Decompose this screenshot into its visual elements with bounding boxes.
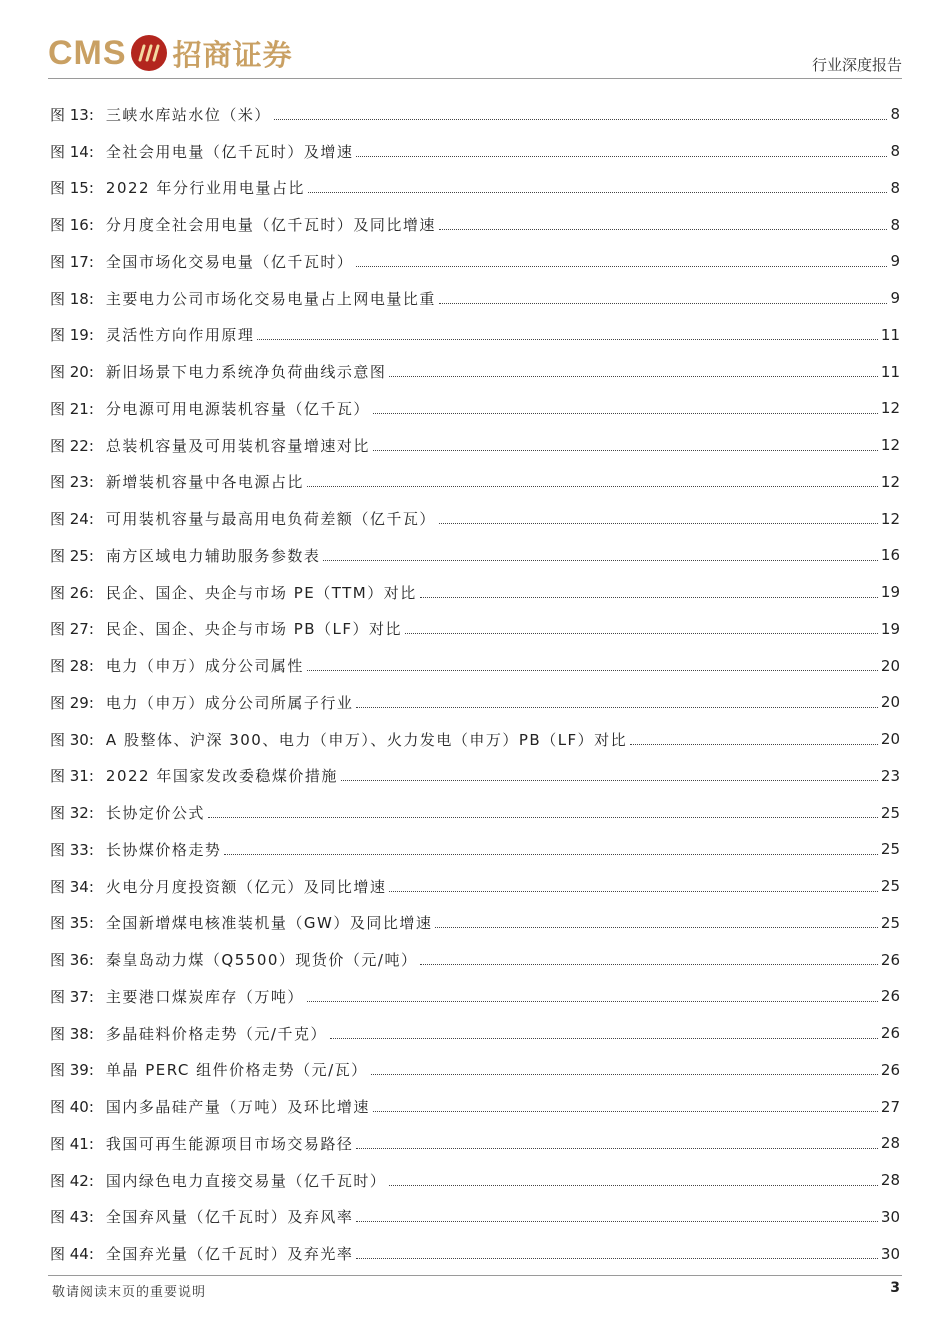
figure-list (50, 96, 900, 1272)
figure-page-number: 12 (880, 472, 900, 491)
figure-page-number: 25 (880, 840, 900, 859)
toc-entry[interactable] (50, 427, 900, 464)
figure-title: 全国弃光量（亿千瓦时）及弃光率 (105, 1245, 354, 1264)
report-type: 行业深度报告 (811, 56, 902, 74)
figure-title: 南方区域电力辅助服务参数表 (105, 546, 321, 565)
figure-page-number: 8 (890, 215, 900, 234)
figure-number: 图 28: (50, 657, 94, 676)
toc-entry[interactable] (50, 868, 900, 905)
figure-title: 主要电力公司市场化交易电量占上网电量比重 (105, 289, 436, 308)
figure-number: 图 19: (50, 326, 94, 345)
dot-leader (356, 1258, 877, 1259)
dot-leader (356, 1221, 877, 1222)
figure-page-number: 16 (880, 546, 900, 565)
figure-title: 主要港口煤炭库存（万吨） (105, 987, 304, 1006)
figure-title: 秦皇岛动力煤（Q5500）现货价（元/吨） (105, 951, 418, 970)
toc-entry[interactable] (50, 758, 900, 795)
header-divider (48, 78, 902, 79)
figure-title: 2022 年国家发改委稳煤价措施 (105, 767, 338, 786)
figure-title: 分月度全社会用电量（亿千瓦时）及同比增速 (105, 216, 436, 235)
figure-number: 图 29: (50, 693, 94, 712)
toc-entry[interactable] (50, 831, 900, 868)
toc-entry[interactable] (50, 1162, 900, 1199)
figure-number: 图 22: (50, 436, 94, 455)
toc-entry[interactable] (50, 1088, 900, 1125)
toc-entry[interactable] (50, 1125, 900, 1162)
toc-entry[interactable] (50, 170, 900, 207)
figure-title: 可用装机容量与最高用电负荷差额（亿千瓦） (105, 510, 436, 529)
dot-leader (630, 744, 878, 745)
page-header (48, 30, 902, 76)
figure-number: 图 23: (50, 473, 94, 492)
figure-page-number: 25 (880, 803, 900, 822)
figure-title: 新增装机容量中各电源占比 (105, 473, 304, 492)
figure-page-number: 26 (880, 950, 900, 969)
toc-entry[interactable] (50, 206, 900, 243)
toc-entry[interactable] (50, 647, 900, 684)
figure-page-number: 20 (880, 693, 900, 712)
figure-number: 图 18: (50, 289, 94, 308)
figure-title: A 股整体、沪深 300、电力（申万）、火力发电（申万）PB（LF）对比 (105, 730, 628, 749)
footer-divider (48, 1275, 902, 1276)
figure-number: 图 44: (50, 1245, 94, 1264)
dot-leader (224, 854, 877, 855)
figure-page-number: 12 (880, 436, 900, 455)
figure-number: 图 41: (50, 1134, 94, 1153)
dot-leader (439, 523, 878, 524)
figure-number: 图 17: (50, 252, 94, 271)
figure-page-number: 8 (890, 142, 900, 161)
figure-page-number: 19 (880, 583, 900, 602)
figure-number: 图 14: (50, 142, 94, 161)
dot-leader (373, 413, 878, 414)
figure-title: 电力（申万）成分公司所属子行业 (105, 693, 354, 712)
figure-number: 图 31: (50, 767, 94, 786)
figure-page-number: 19 (880, 619, 900, 638)
figure-page-number: 8 (890, 178, 900, 197)
dot-leader (439, 303, 888, 304)
dot-leader (257, 339, 877, 340)
figure-page-number: 25 (880, 913, 900, 932)
figure-number: 图 35: (50, 914, 94, 933)
figure-number: 图 43: (50, 1208, 94, 1227)
toc-entry[interactable] (50, 317, 900, 354)
dot-leader (341, 780, 878, 781)
figure-title: 全国市场化交易电量（亿千瓦时） (105, 252, 354, 271)
figure-page-number: 9 (890, 289, 900, 308)
dot-leader (274, 119, 888, 120)
dot-leader (373, 1111, 878, 1112)
logo-chinese-name: 招商证券 (172, 37, 293, 72)
figure-page-number: 20 (880, 656, 900, 675)
figure-number: 图 21: (50, 399, 94, 418)
figure-page-number: 30 (880, 1244, 900, 1263)
toc-entry[interactable] (50, 353, 900, 390)
toc-entry[interactable] (50, 978, 900, 1015)
toc-entry[interactable] (50, 537, 900, 574)
figure-number: 图 27: (50, 620, 94, 639)
figure-title: 多晶硅料价格走势（元/千克） (105, 1024, 327, 1043)
figure-number: 图 24: (50, 510, 94, 529)
figure-title: 灵活性方向作用原理 (105, 326, 255, 345)
figure-number: 图 15: (50, 179, 94, 198)
figure-number: 图 16: (50, 216, 94, 235)
toc-entry[interactable] (50, 1015, 900, 1052)
toc-entry[interactable] (50, 574, 900, 611)
figure-number: 图 26: (50, 583, 94, 602)
figure-page-number: 23 (880, 766, 900, 785)
figure-title: 全国新增煤电核准装机量（GW）及同比增速 (105, 914, 433, 933)
logo-seal-icon (131, 35, 167, 71)
dot-leader (420, 964, 877, 965)
figure-page-number: 9 (890, 252, 900, 271)
toc-entry[interactable] (50, 96, 900, 133)
toc-entry[interactable] (50, 1235, 900, 1272)
toc-entry[interactable] (50, 1052, 900, 1089)
figure-title: 分电源可用电源装机容量（亿千瓦） (105, 399, 370, 418)
dot-leader (307, 1001, 878, 1002)
figure-page-number: 11 (880, 362, 900, 381)
toc-entry[interactable] (50, 684, 900, 721)
toc-entry[interactable] (50, 133, 900, 170)
figure-number: 图 30: (50, 730, 94, 749)
figure-number: 图 38: (50, 1024, 94, 1043)
toc-entry[interactable] (50, 464, 900, 501)
figure-title: 总装机容量及可用装机容量增速对比 (105, 436, 370, 455)
dot-leader (435, 927, 878, 928)
page-number: 3 (890, 1280, 900, 1296)
dot-leader (308, 192, 888, 193)
dot-leader (307, 486, 878, 487)
figure-title: 单晶 PERC 组件价格走势（元/瓦） (105, 1061, 368, 1080)
figure-number: 图 42: (50, 1171, 94, 1190)
figure-title: 三峡水库站水位（米） (105, 105, 271, 124)
toc-entry[interactable] (50, 500, 900, 537)
figure-page-number: 25 (880, 877, 900, 896)
dot-leader (356, 156, 887, 157)
figure-title: 新旧场景下电力系统净负荷曲线示意图 (105, 363, 387, 382)
figure-number: 图 39: (50, 1061, 94, 1080)
figure-page-number: 26 (880, 987, 900, 1006)
figure-page-number: 28 (880, 1171, 900, 1190)
figure-page-number: 27 (880, 1097, 900, 1116)
toc-entry[interactable] (50, 905, 900, 942)
figure-number: 图 37: (50, 987, 94, 1006)
figure-page-number: 8 (890, 105, 900, 124)
figure-page-number: 28 (880, 1134, 900, 1153)
dot-leader (356, 1148, 877, 1149)
figure-number: 图 20: (50, 363, 94, 382)
figure-title: 民企、国企、央企与市场 PE（TTM）对比 (105, 583, 417, 602)
dot-leader (330, 1038, 878, 1039)
figure-title: 全国弃风量（亿千瓦时）及弃风率 (105, 1208, 354, 1227)
figure-title: 长协煤价格走势 (105, 840, 222, 859)
dot-leader (307, 670, 878, 671)
figure-number: 图 34: (50, 877, 94, 896)
figure-number: 图 36: (50, 951, 94, 970)
figure-title: 民企、国企、央企与市场 PB（LF）对比 (105, 620, 403, 639)
toc-entry[interactable] (50, 390, 900, 427)
figure-number: 图 32: (50, 804, 94, 823)
dot-leader (389, 891, 877, 892)
figure-title: 全社会用电量（亿千瓦时）及增速 (105, 142, 354, 161)
toc-entry[interactable] (50, 941, 900, 978)
dot-leader (356, 707, 877, 708)
dot-leader (208, 817, 878, 818)
figure-page-number: 12 (880, 509, 900, 528)
dot-leader (373, 450, 878, 451)
disclaimer-note: 敬请阅读末页的重要说明 (52, 1285, 207, 1300)
figure-page-number: 11 (880, 325, 900, 344)
figure-number: 图 25: (50, 546, 94, 565)
figure-number: 图 13: (50, 105, 94, 124)
toc-entry[interactable] (50, 721, 900, 758)
toc-entry[interactable] (50, 280, 900, 317)
figure-number: 图 33: (50, 840, 94, 859)
dot-leader (405, 633, 878, 634)
figure-title: 2022 年分行业用电量占比 (105, 179, 305, 198)
dot-leader (371, 1074, 878, 1075)
toc-entry[interactable] (50, 794, 900, 831)
figure-page-number: 26 (880, 1024, 900, 1043)
figure-title: 电力（申万）成分公司属性 (105, 657, 304, 676)
figure-page-number: 30 (880, 1207, 900, 1226)
toc-entry[interactable] (50, 243, 900, 280)
figure-title: 国内绿色电力直接交易量（亿千瓦时） (105, 1171, 387, 1190)
dot-leader (420, 597, 878, 598)
figure-number: 图 40: (50, 1098, 94, 1117)
dot-leader (356, 266, 887, 267)
figure-page-number: 26 (880, 1060, 900, 1079)
dot-leader (389, 376, 877, 377)
dot-leader (323, 560, 877, 561)
figure-title: 长协定价公式 (105, 804, 205, 823)
logo-text: CMS (48, 33, 127, 72)
toc-entry[interactable] (50, 611, 900, 648)
figure-page-number: 20 (880, 730, 900, 749)
company-logo (48, 32, 293, 74)
figure-title: 火电分月度投资额（亿元）及同比增速 (105, 877, 387, 896)
dot-leader (439, 229, 888, 230)
dot-leader (389, 1185, 877, 1186)
figure-title: 国内多晶硅产量（万吨）及环比增速 (105, 1098, 370, 1117)
figure-page-number: 12 (880, 399, 900, 418)
figure-title: 我国可再生能源项目市场交易路径 (105, 1134, 354, 1153)
toc-entry[interactable] (50, 1199, 900, 1236)
